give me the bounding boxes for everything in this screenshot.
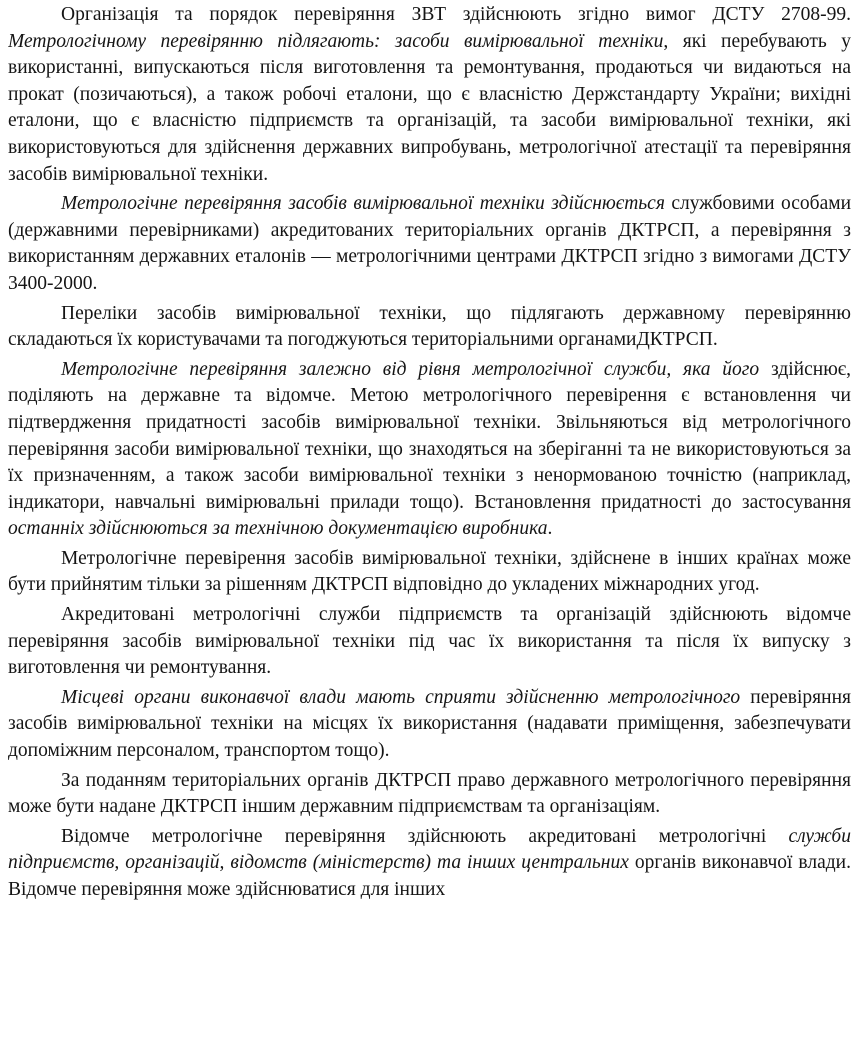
paragraph-1: [8, 2, 851, 188]
paragraph-8: [8, 768, 851, 821]
paragraph-2: [8, 191, 851, 297]
text-run: перевіряння засобів вимірювальної техніки на місцях їх використання (надавати приміщення, забезпечувати допоміжним персоналом, транспортом тощо).: [8, 686, 851, 762]
document-page: [8, 0, 851, 1044]
paragraph-6: [8, 602, 851, 682]
italic-text-run: Метрологічне перевіряння засобів вимірювальної техніки здійснюється: [61, 193, 665, 215]
italic-text-run: Метрологічному перевірянню підлягають: засоби вимірювальної техніки: [8, 30, 664, 52]
paragraph-7: [8, 685, 851, 765]
text-run: здійснює, поділяють на державне та відомче. Метою метрологічного перевірення є встановлення чи підтвердження придатності засобів вимірювальної техніки. Звільняються від метрологічного перевіряння засоби вимірювальної техніки, що знаходяться на зберіганні та не використовуються за їх призначенням, а також засоби вимірювальної техніки з ненормованою точністю (наприклад, індикатори, навчальні вимірювальні прилади тощо). Встановлення придатності до застосування: [8, 358, 851, 513]
text-run: , які перебувають у використанні, випускаються після виготовлення та ремонтування, продаються чи видаються на прокат (позичаються), а також робочі еталони, що є власністю Держстандарту України; вихідні еталони, що є власністю підприємств та організацій, та засоби вимірювальної техніки, які використовуються для здійснення державних випробувань, метрологічної атестації та перевіряння засобів вимірювальної техніки.: [8, 30, 851, 185]
text-run: За поданням територіальних органів ДКТРСП право державного метрологічного перевіряння може бути надане ДКТРСП іншим державним підприємствам та організаціям.: [8, 769, 851, 818]
italic-text-run: Метрологічне перевіряння залежно від рівня метрологічної служби, яка його: [61, 358, 760, 380]
paragraph-9: [8, 824, 851, 904]
paragraph-3: [8, 301, 851, 354]
text-run: Організація та порядок перевіряння ЗВТ здійснюють згідно вимог ДСТУ 2708-99.: [61, 4, 851, 25]
text-run: Відомче метрологічне перевіряння здійснюють акредитовані метрологічні: [61, 825, 789, 847]
text-run: службовими особами (державними перевірниками) акредитованих територіальних органів ДКТРСП, а перевіряння з використанням державних еталонів — метрологічними центрами ДКТРСП згідно з вимогами ДСТУ 3400-2000.: [8, 193, 851, 294]
text-run: органів виконавчої влади. Відомче перевіряння може здійснюватися для інших: [8, 852, 851, 900]
text-run: Переліки засобів вимірювальної техніки, що підлягають державному перевірянню складаються їх користувачами та погоджуються територіальними органамиДКТРСП.: [8, 302, 851, 351]
italic-text-run: останніх здійснюються за технічною документацією виробника: [8, 518, 548, 540]
text-run: .: [547, 518, 553, 540]
italic-text-run: служби підприємств, організацій, відомств (міністерств) та інших центральних: [8, 825, 851, 874]
text-run: Акредитовані метрологічні служби підприємств та організацій здійснюють відомче перевіряння засобів вимірювальної техніки під час їх використання та після їх випуску з виготовлення чи ремонтування.: [8, 604, 851, 679]
paragraph-5: [8, 546, 851, 599]
paragraph-4: [8, 357, 851, 543]
text-run: Метрологічне перевірення засобів вимірювальної техніки, здійснене в інших країнах може бути прийнятим тільки за рішенням ДКТРСП відповідно до укладених міжнародних угод.: [8, 547, 851, 596]
italic-text-run: Місцеві органи виконавчої влади мають сприяти здійсненню метрологічного: [61, 686, 741, 708]
